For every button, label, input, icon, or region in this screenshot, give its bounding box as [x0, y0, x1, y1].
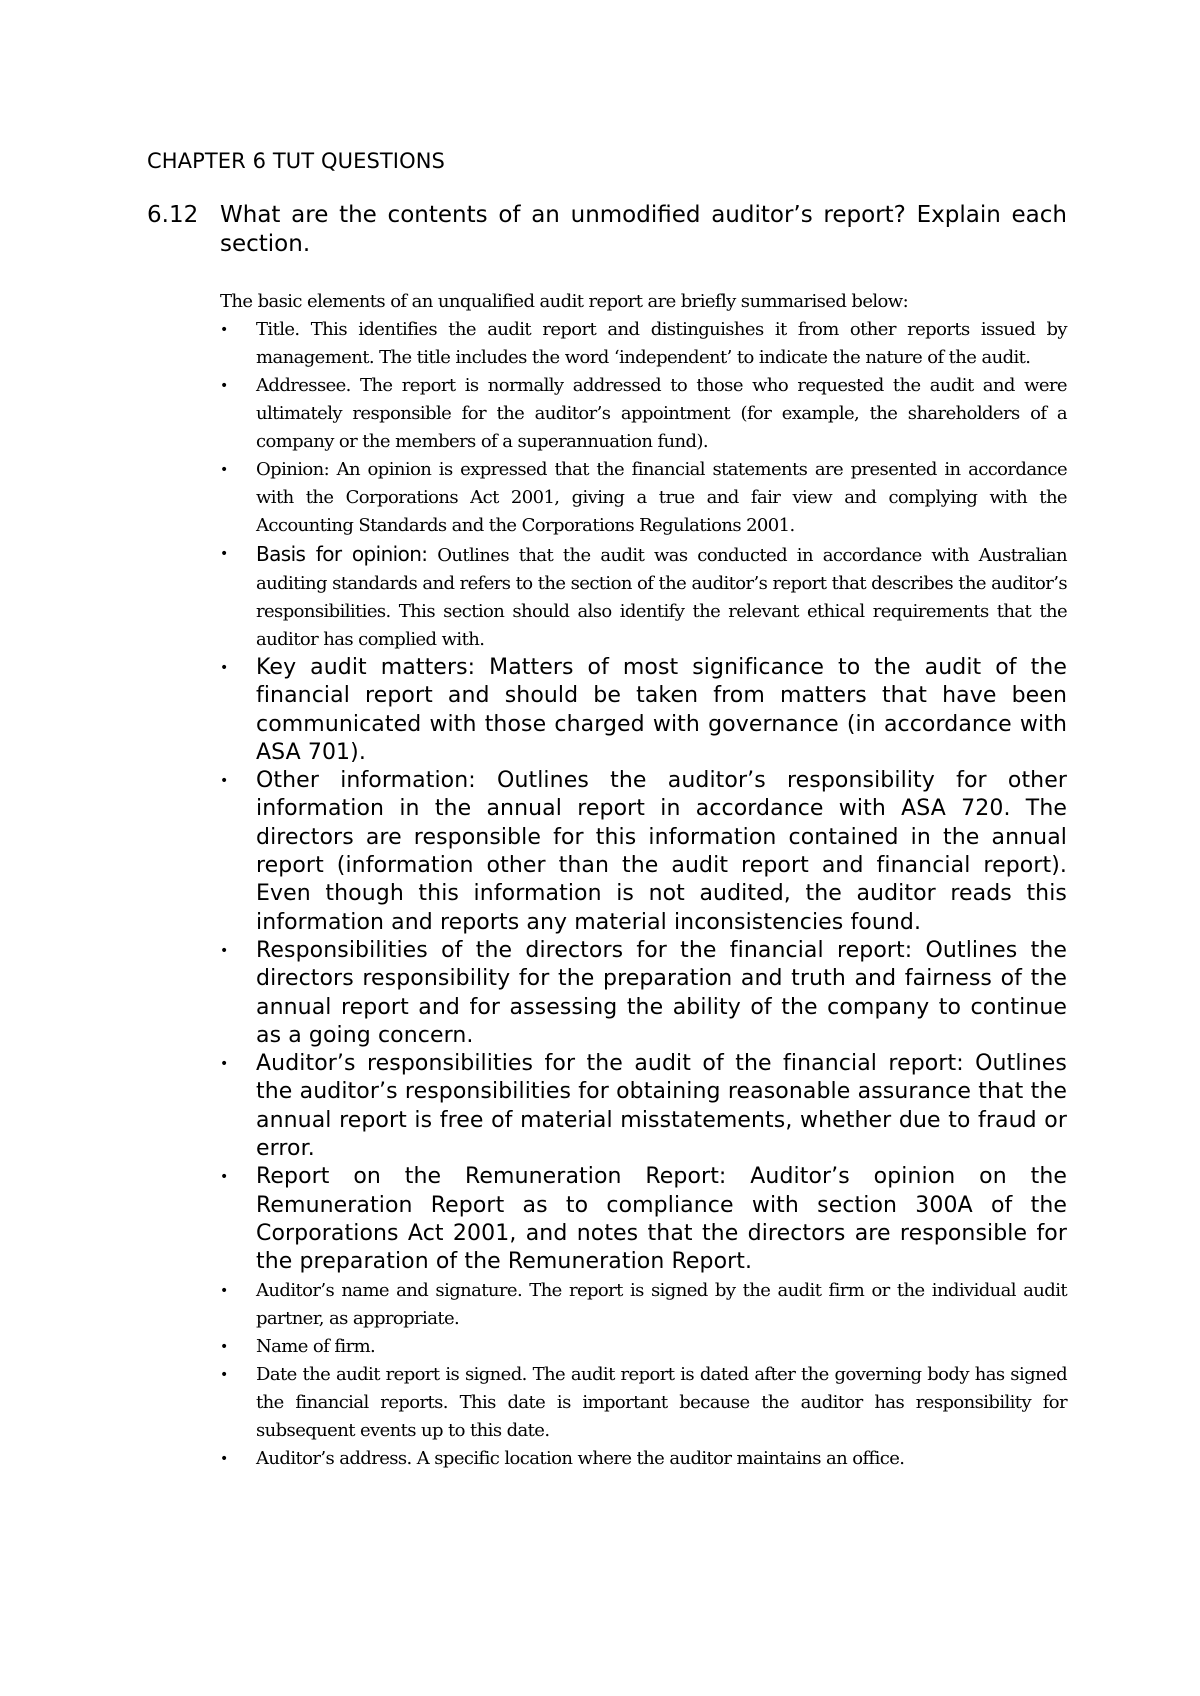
bullet-icon: •	[220, 546, 228, 562]
item-text: Auditor’s responsibilities for the audit of the financial report: Outlines the auditor’s responsibilities for obtaining reasonable assurance that the annual report is free of material misstatements, whether due to fraud or error.	[256, 1051, 1067, 1162]
item-text: Title. This identifies the audit report and distinguishes it from other reports issued by management. The title includes the word ‘independent’ to indicate the nature of the audit.	[256, 319, 1067, 368]
list-item	[220, 540, 1067, 654]
list-item	[220, 937, 1067, 1050]
item-text: Date the audit report is signed. The audit report is dated after the governing body has signed the financial reports. This date is important because the auditor has responsibility for subsequent events up to this date.	[256, 1363, 1067, 1441]
list-item	[220, 767, 1067, 937]
bullet-icon: •	[220, 1338, 228, 1355]
list-item	[220, 1361, 1067, 1445]
list-item	[220, 1050, 1067, 1163]
bullet-icon: •	[220, 1056, 229, 1073]
item-text: Report on the Remuneration Report: Auditor’s opinion on the Remuneration Report as to compliance with section 300A of the Corporations Act 2001, and notes that the directors are responsible for the preparation of the Remuneration Report.	[256, 1164, 1067, 1275]
item-text: Name of firm.	[256, 1335, 376, 1357]
item-text: Other information: Outlines the auditor’s responsibility for other information in the annual report in accordance with ASA 720. The directors are responsible for this information contained in the annual report (information other than the audit report and financial report). Even though this information is not audited, the auditor reads this information and reports any material inconsistencies found.	[256, 768, 1067, 935]
list-item	[220, 1333, 1067, 1361]
bullet-icon: •	[220, 378, 228, 394]
list-item	[220, 1445, 1067, 1473]
question-block	[147, 201, 1067, 259]
item-text: Key audit matters: Matters of most significance to the audit of the financial report and should be taken from matters that have been communicated with those charged with governance (in accordance with ASA 701).	[256, 655, 1067, 765]
chapter-heading: CHAPTER 6 TUT QUESTIONS	[147, 149, 445, 173]
question-number: 6.12	[147, 202, 199, 228]
bullet-icon: •	[220, 1366, 228, 1383]
bullet-icon: •	[220, 660, 229, 676]
bullet-icon: •	[220, 1169, 229, 1186]
item-lead: Basis for opinion:	[256, 542, 428, 566]
list-item	[220, 1277, 1067, 1333]
list-item	[220, 1163, 1067, 1276]
list-item	[220, 316, 1067, 372]
report-elements-list	[220, 316, 1067, 1473]
item-text: Addressee. The report is normally addressed to those who requested the audit and were ultimately responsible for the auditor’s appointment (for example, the shareholders of a company or the members of a superannuation fund).	[256, 375, 1067, 452]
bullet-icon: •	[220, 1282, 228, 1299]
item-text: Outlines that the audit was conducted in accordance with Australian auditing standards and refers to the section of the auditor’s report that describes the auditor’s responsibilities. This section should also identify the relevant ethical requirements that the auditor has complied with.	[256, 545, 1067, 650]
item-text: Opinion: An opinion is expressed that the financial statements are presented in accordance with the Corporations Act 2001, giving a true and fair view and complying with the Accounting Standards and the Corporations Regulations 2001.	[256, 459, 1067, 536]
intro-paragraph: The basic elements of an unqualified audit report are briefly summarised below:	[220, 291, 909, 312]
bullet-icon: •	[220, 462, 228, 478]
item-text: Auditor’s address. A specific location where the auditor maintains an office.	[256, 1447, 905, 1469]
bullet-icon: •	[220, 322, 228, 338]
item-text: Auditor’s name and signature. The report is signed by the audit firm or the individual audit partner, as appropriate.	[256, 1279, 1067, 1329]
list-item	[220, 654, 1067, 767]
bullet-icon: •	[220, 1450, 228, 1467]
question-text: What are the contents of an unmodified auditor’s report? Explain each section.	[220, 202, 1067, 257]
list-item	[220, 372, 1067, 456]
item-text: Responsibilities of the directors for the financial report: Outlines the directors responsibility for the preparation and truth and fairness of the annual report and for assessing the ability of the company to continue as a going concern.	[256, 937, 1067, 1048]
bullet-icon: •	[220, 942, 229, 959]
list-item	[220, 456, 1067, 540]
bullet-icon: •	[220, 773, 229, 790]
